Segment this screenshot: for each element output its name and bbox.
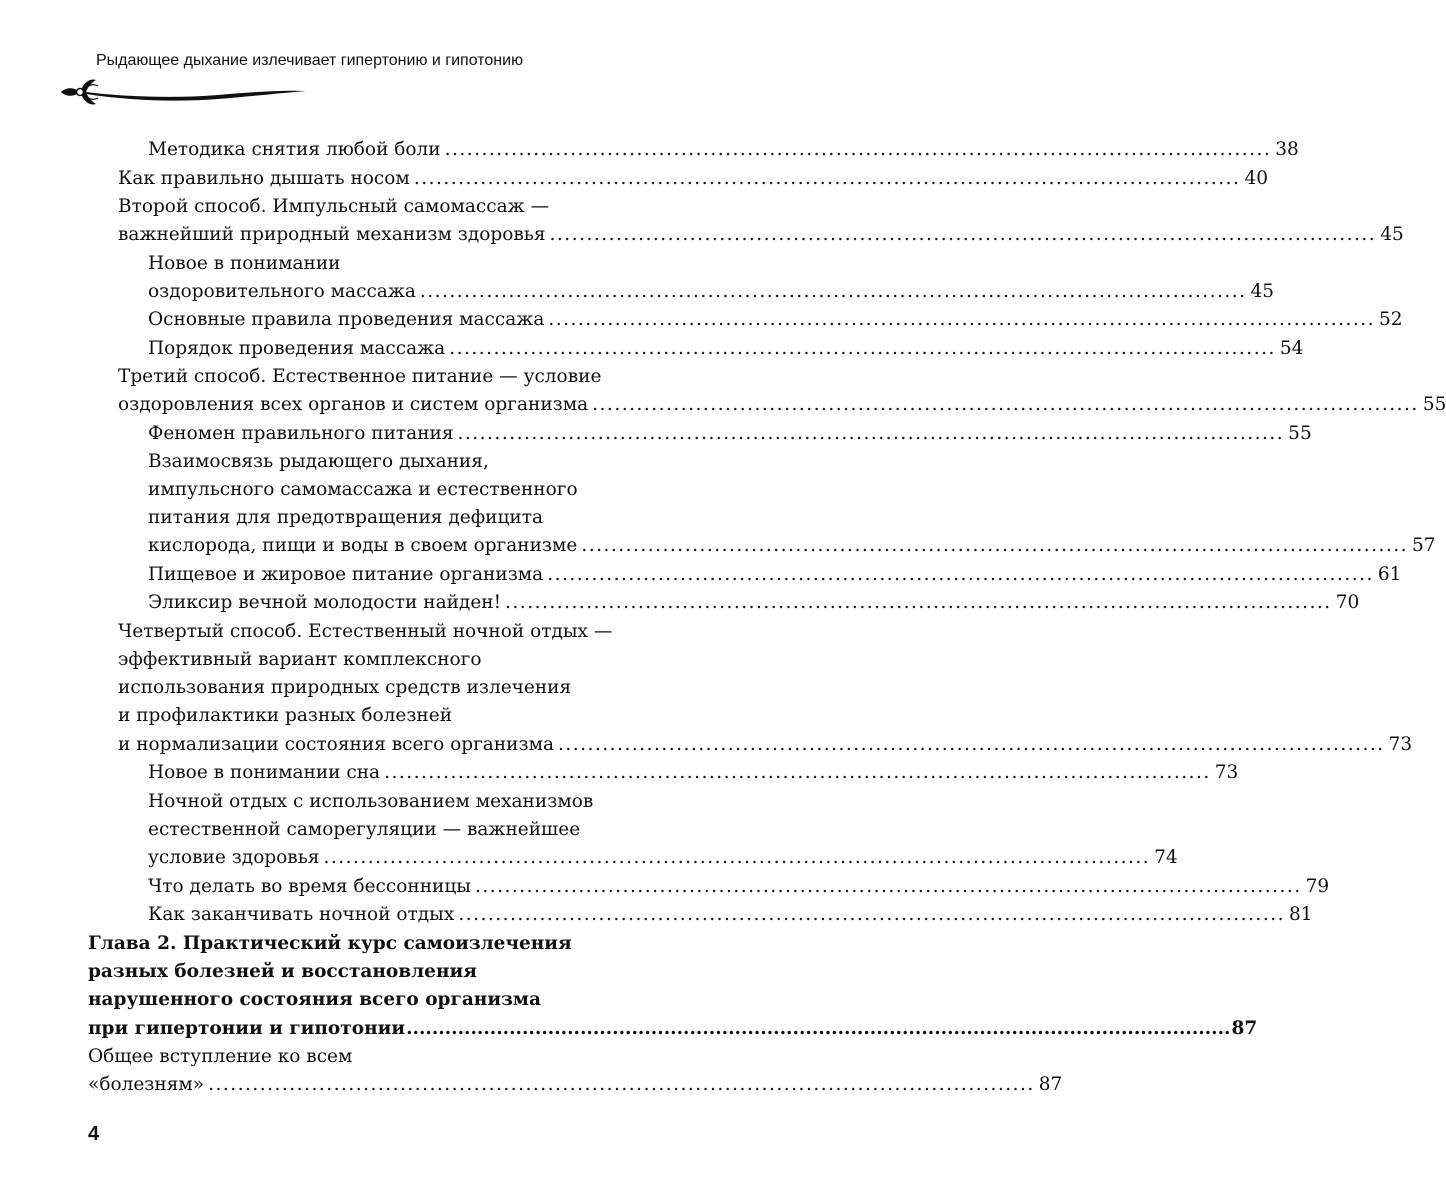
toc-entry: «болезням» ................................................................................................................ 87 [88, 1074, 1063, 1095]
toc-entry: импульсного самомассажа и естественного [148, 479, 578, 500]
toc-entry: Третий способ. Естественное питание — условие [118, 366, 602, 387]
toc-entry: использования природных средств излечения [118, 677, 572, 698]
ornament-flourish-icon [58, 74, 308, 110]
toc-entry: Как правильно дышать носом ................................................................................................................ 40 [118, 168, 1268, 189]
toc-entry: важнейший природный механизм здоровья ................................................................................................................ 45 [118, 224, 1404, 245]
toc-entry: Что делать во время бессонницы ................................................................................................................ 79 [148, 876, 1330, 897]
toc-entry: Порядок проведения массажа ................................................................................................................ 54 [148, 338, 1304, 359]
toc-entry: Эликсир вечной молодости найден! ................................................................................................................ 70 [148, 592, 1360, 613]
toc-entry: и профилактики разных болезней [118, 705, 453, 726]
toc-entry: Методика снятия любой боли ................................................................................................................ 38 [148, 139, 1299, 160]
toc-entry: Как заканчивать ночной отдых ................................................................................................................ 81 [148, 904, 1313, 925]
toc-entry: Новое в понимании [148, 253, 341, 274]
running-title: Рыдающее дыхание излечивает гипертонию и гипотонию [96, 52, 524, 69]
toc-chapter-entry: нарушенного состояния всего организма [88, 989, 541, 1010]
toc-entry: Феномен правильного питания ................................................................................................................ 55 [148, 423, 1312, 444]
toc-entry: оздоровления всех органов и систем организма ................................................................................................................ 55 [118, 394, 1446, 415]
toc-entry: условие здоровья ................................................................................................................ 74 [148, 847, 1178, 868]
toc-chapter-entry: при гипертонии и гипотонии ................................................................................................................................ 87 [88, 1018, 1258, 1039]
toc-entry: Пищевое и жировое питание организма ................................................................................................................ 61 [148, 564, 1402, 585]
toc-entry: и нормализации состояния всего организма ................................................................................................................ 73 [118, 734, 1413, 755]
toc-chapter-entry: разных болезней и восстановления [88, 961, 477, 982]
toc-entry: питания для предотвращения дефицита [148, 507, 544, 528]
toc-entry: Основные правила проведения массажа ................................................................................................................ 52 [148, 309, 1403, 330]
toc-entry: Новое в понимании сна ................................................................................................................ 73 [148, 762, 1239, 783]
toc-entry: Ночной отдых с использованием механизмов [148, 791, 594, 812]
toc-entry: эффективный вариант комплексного [118, 649, 482, 670]
page-number: 4 [88, 1123, 100, 1145]
toc-entry: оздоровительного массажа ................................................................................................................ 45 [148, 281, 1275, 302]
toc-entry: кислорода, пищи и воды в своем организме ................................................................................................................ 57 [148, 535, 1436, 556]
toc-entry: Второй способ. Импульсный самомассаж — [118, 196, 550, 217]
toc-entry: Общее вступление ко всем [88, 1046, 353, 1067]
toc-entry: Взаимосвязь рыдающего дыхания, [148, 451, 489, 472]
toc-entry: естественной саморегуляции — важнейшее [148, 819, 581, 840]
toc-entry: Четвертый способ. Естественный ночной отдых — [118, 621, 613, 642]
toc-chapter-entry: Глава 2. Практический курс самоизлечения [88, 933, 572, 954]
